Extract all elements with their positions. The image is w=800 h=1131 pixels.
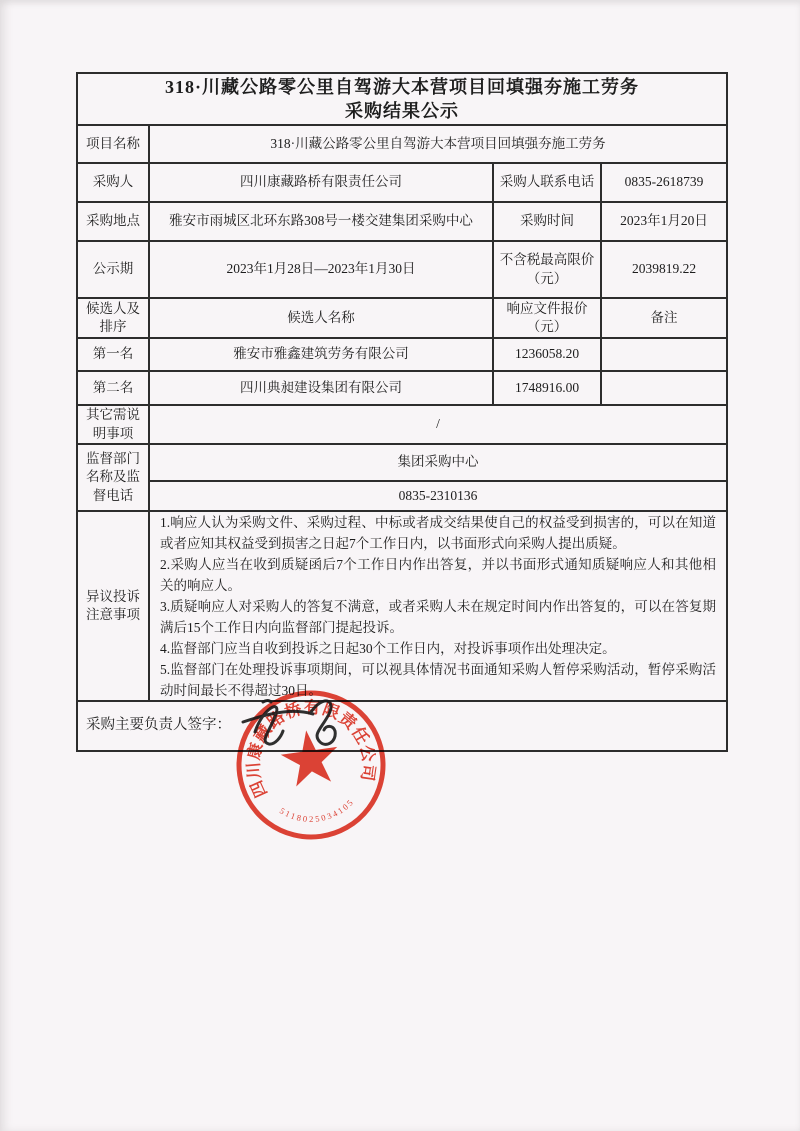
table-row — [78, 404, 726, 443]
candidate-price: 1236058.20 — [492, 339, 600, 370]
candidates-price-header: 响应文件报价（元） — [492, 299, 600, 337]
title-line-2: 采购结果公示 — [345, 101, 459, 121]
complaint-item-3: 3.质疑响应人对采购人的答复不满意，或者采购人未在规定时间内作出答复的，可以在答复期满后15个工作日内向监督部门提起投诉。 — [160, 598, 716, 635]
candidate-row — [78, 337, 726, 370]
table-row — [78, 162, 726, 201]
candidates-header-row — [78, 297, 726, 337]
complaint-label: 异议投诉注意事项 — [86, 588, 140, 622]
purchaser-phone-value: 0835-2618739 — [600, 164, 726, 201]
location-value: 雅安市雨城区北环东路308号一楼交建集团采购中心 — [148, 203, 492, 240]
candidates-remark-header: 备注 — [600, 299, 726, 337]
candidate-rank: 第一名 — [92, 346, 134, 362]
candidates-name-header: 候选人名称 — [148, 299, 492, 337]
candidate-remark — [600, 339, 726, 370]
candidate-name: 雅安市雅鑫建筑劳务有限公司 — [148, 339, 492, 370]
purchase-time-value: 2023年1月20日 — [600, 203, 726, 240]
complaint-item-5: 5.监督部门在处理投诉事项期间，可以视具体情况书面通知采购人暂停采购活动，暂停采购活动时间最长不得超过30日。 — [160, 661, 716, 698]
table-row — [78, 74, 726, 124]
complaint-item-4: 4.监督部门应当自收到投诉之日起30个工作日内，对投诉事项作出处理决定。 — [160, 640, 616, 656]
purchaser-phone-label: 采购人联系电话 — [492, 164, 600, 201]
max-price-label: 不含税最高限价（元） — [492, 242, 600, 297]
seal-company-name: 四川康藏路桥有限责任公司 — [243, 697, 379, 801]
purchaser-value: 四川康藏路桥有限责任公司 — [148, 164, 492, 201]
complaint-instructions — [148, 512, 726, 700]
other-notes-value: / — [148, 406, 726, 443]
supervision-row — [78, 443, 726, 510]
publicity-period-label: 公示期 — [92, 261, 134, 277]
procurement-result-table — [76, 72, 728, 752]
purchaser-label: 采购人 — [92, 174, 134, 190]
project-name-value: 318·川藏公路零公里自驾游大本营项目回填强夯施工劳务 — [148, 126, 726, 162]
handwritten-signature — [233, 690, 369, 762]
signature-label: 采购主要负责人签字： — [86, 717, 231, 734]
other-notes-label: 其它需说明事项 — [86, 407, 140, 441]
candidates-rank-header: 候选人及排序 — [86, 300, 140, 334]
project-name-label: 项目名称 — [86, 135, 140, 151]
title-line-1: 318·川藏公路零公里自驾游大本营项目回填强夯施工劳务 — [164, 77, 639, 97]
svg-text:5118025034105 — [277, 795, 358, 829]
location-label: 采购地点 — [86, 213, 140, 229]
purchase-time-label: 采购时间 — [492, 203, 600, 240]
seal-serial-number: 5118025034105 — [277, 796, 357, 825]
max-price-value: 2039819.22 — [600, 242, 726, 297]
signature-row — [78, 700, 726, 750]
complaint-item-1: 1.响应人认为采购文件、采购过程、中标或者成交结果使自己的权益受到损害的，可以在知道或者应知其权益受到损害之日起7个工作日内，以书面形式向采购人提出质疑。 — [160, 514, 716, 551]
publicity-period-value: 2023年1月28日—2023年1月30日 — [148, 242, 492, 297]
supervision-label: 监督部门名称及监督电话 — [86, 451, 140, 503]
supervision-department-name: 集团采购中心 — [397, 454, 479, 470]
complaint-item-2: 2.采购人应当在收到质疑函后7个工作日内作出答复，并以书面形式通知质疑响应人和其他相关的响应人。 — [160, 556, 716, 593]
candidate-price: 1748916.00 — [492, 372, 600, 404]
candidate-name: 四川典昶建设集团有限公司 — [148, 372, 492, 404]
candidate-rank: 第二名 — [92, 379, 134, 395]
complaint-row — [78, 510, 726, 700]
table-row — [78, 201, 726, 240]
candidate-row — [78, 370, 726, 404]
table-row — [78, 124, 726, 162]
supervision-values — [149, 445, 727, 510]
supervision-phone: 0835-2310136 — [149, 480, 727, 510]
candidate-remark — [600, 372, 726, 404]
document-title — [78, 74, 726, 124]
table-row — [78, 240, 726, 297]
